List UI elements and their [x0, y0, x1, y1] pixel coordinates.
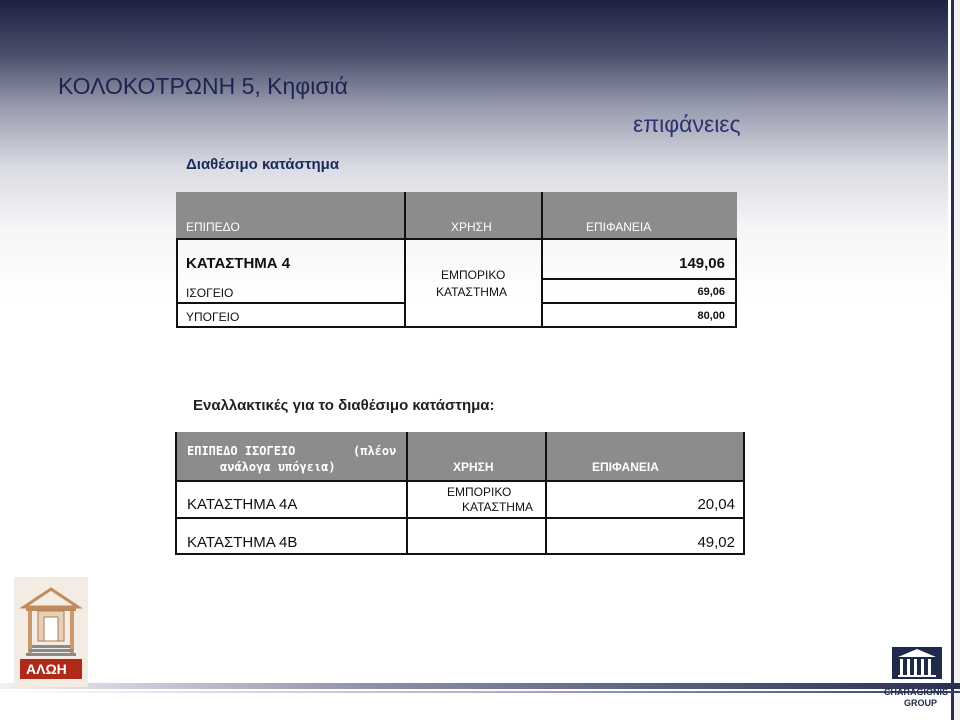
area-basement: 80,00 — [697, 310, 725, 322]
column-header-level: ΕΠΙΠΕΔΟ — [186, 220, 240, 234]
column-header-level-line2: ανάλογα υπόγεια) — [220, 460, 336, 474]
row-divider — [176, 302, 404, 304]
store-total-area: 149,06 — [679, 255, 725, 272]
use-label-line2: ΚΑΤΑΣΤΗΜΑ — [462, 500, 533, 514]
logo-text: ΑΛΩΗ — [26, 661, 67, 677]
page-subtitle: επιφάνειες — [633, 111, 741, 137]
level-ground: ΙΣΟΓΕΙΟ — [186, 286, 234, 300]
area-ground: 69,06 — [697, 286, 725, 298]
column-header-area: ΕΠΙΦΑΝΕΙΑ — [586, 220, 652, 234]
column-divider — [406, 432, 408, 555]
use-label-line1: ΕΜΠΟΡΙΚΟ — [447, 485, 512, 499]
table-body — [176, 238, 737, 328]
aloi-logo — [14, 577, 88, 687]
building-icon — [884, 645, 950, 685]
store-4a-area: 20,04 — [697, 496, 735, 513]
store-name: ΚΑΤΑΣΤΗΜΑ 4 — [186, 255, 291, 272]
bottom-rule-thin — [0, 691, 960, 693]
column-divider — [404, 192, 406, 328]
use-label-line2: ΚΑΤΑΣΤΗΜΑ — [436, 285, 507, 299]
row-divider — [175, 553, 745, 555]
column-header-use: ΧΡΗΣΗ — [453, 460, 494, 474]
store-4b-name: ΚΑΤΑΣΤΗΜΑ 4Β — [187, 534, 298, 551]
right-edge-stripe — [948, 0, 960, 720]
row-divider — [175, 517, 745, 519]
column-header-area: ΕΠΙΦΑΝΕΙΑ — [592, 460, 659, 474]
use-label-line1: ΕΜΠΟΡΙΚΟ — [441, 268, 506, 282]
column-header-level: ΕΠΙΠΕΔΟ ΙΣΟΓΕΙΟ — [187, 444, 296, 458]
logo-text-line2: GROUP — [904, 698, 938, 708]
column-divider — [541, 192, 543, 328]
available-store-heading: Διαθέσιμο κατάστημα — [186, 156, 340, 173]
column-header-use: ΧΡΗΣΗ — [451, 220, 492, 234]
row-divider — [176, 238, 737, 240]
row-divider — [175, 480, 745, 482]
row-divider — [541, 278, 737, 280]
table-border — [743, 432, 745, 555]
charagionis-logo — [884, 645, 950, 717]
column-header-level-note: (πλέον — [353, 444, 397, 458]
level-basement: ΥΠΟΓΕΙΟ — [186, 310, 240, 324]
bottom-rule — [0, 683, 960, 689]
column-divider — [545, 432, 547, 555]
table-border — [175, 432, 177, 555]
available-store-table — [176, 192, 737, 328]
page-title: ΚΟΛΟΚΟΤΡΩΝΗ 5, Κηφισιά — [58, 73, 348, 99]
store-4b-area: 49,02 — [697, 534, 735, 551]
store-4a-name: ΚΑΤΑΣΤΗΜΑ 4Α — [187, 496, 298, 513]
logo-text-line1: CHARAGIONIS — [884, 687, 949, 697]
alternatives-table — [175, 432, 745, 555]
alternatives-heading: Εναλλακτικές για το διαθέσιμο κατάστημα: — [193, 397, 495, 414]
row-divider — [541, 302, 737, 304]
